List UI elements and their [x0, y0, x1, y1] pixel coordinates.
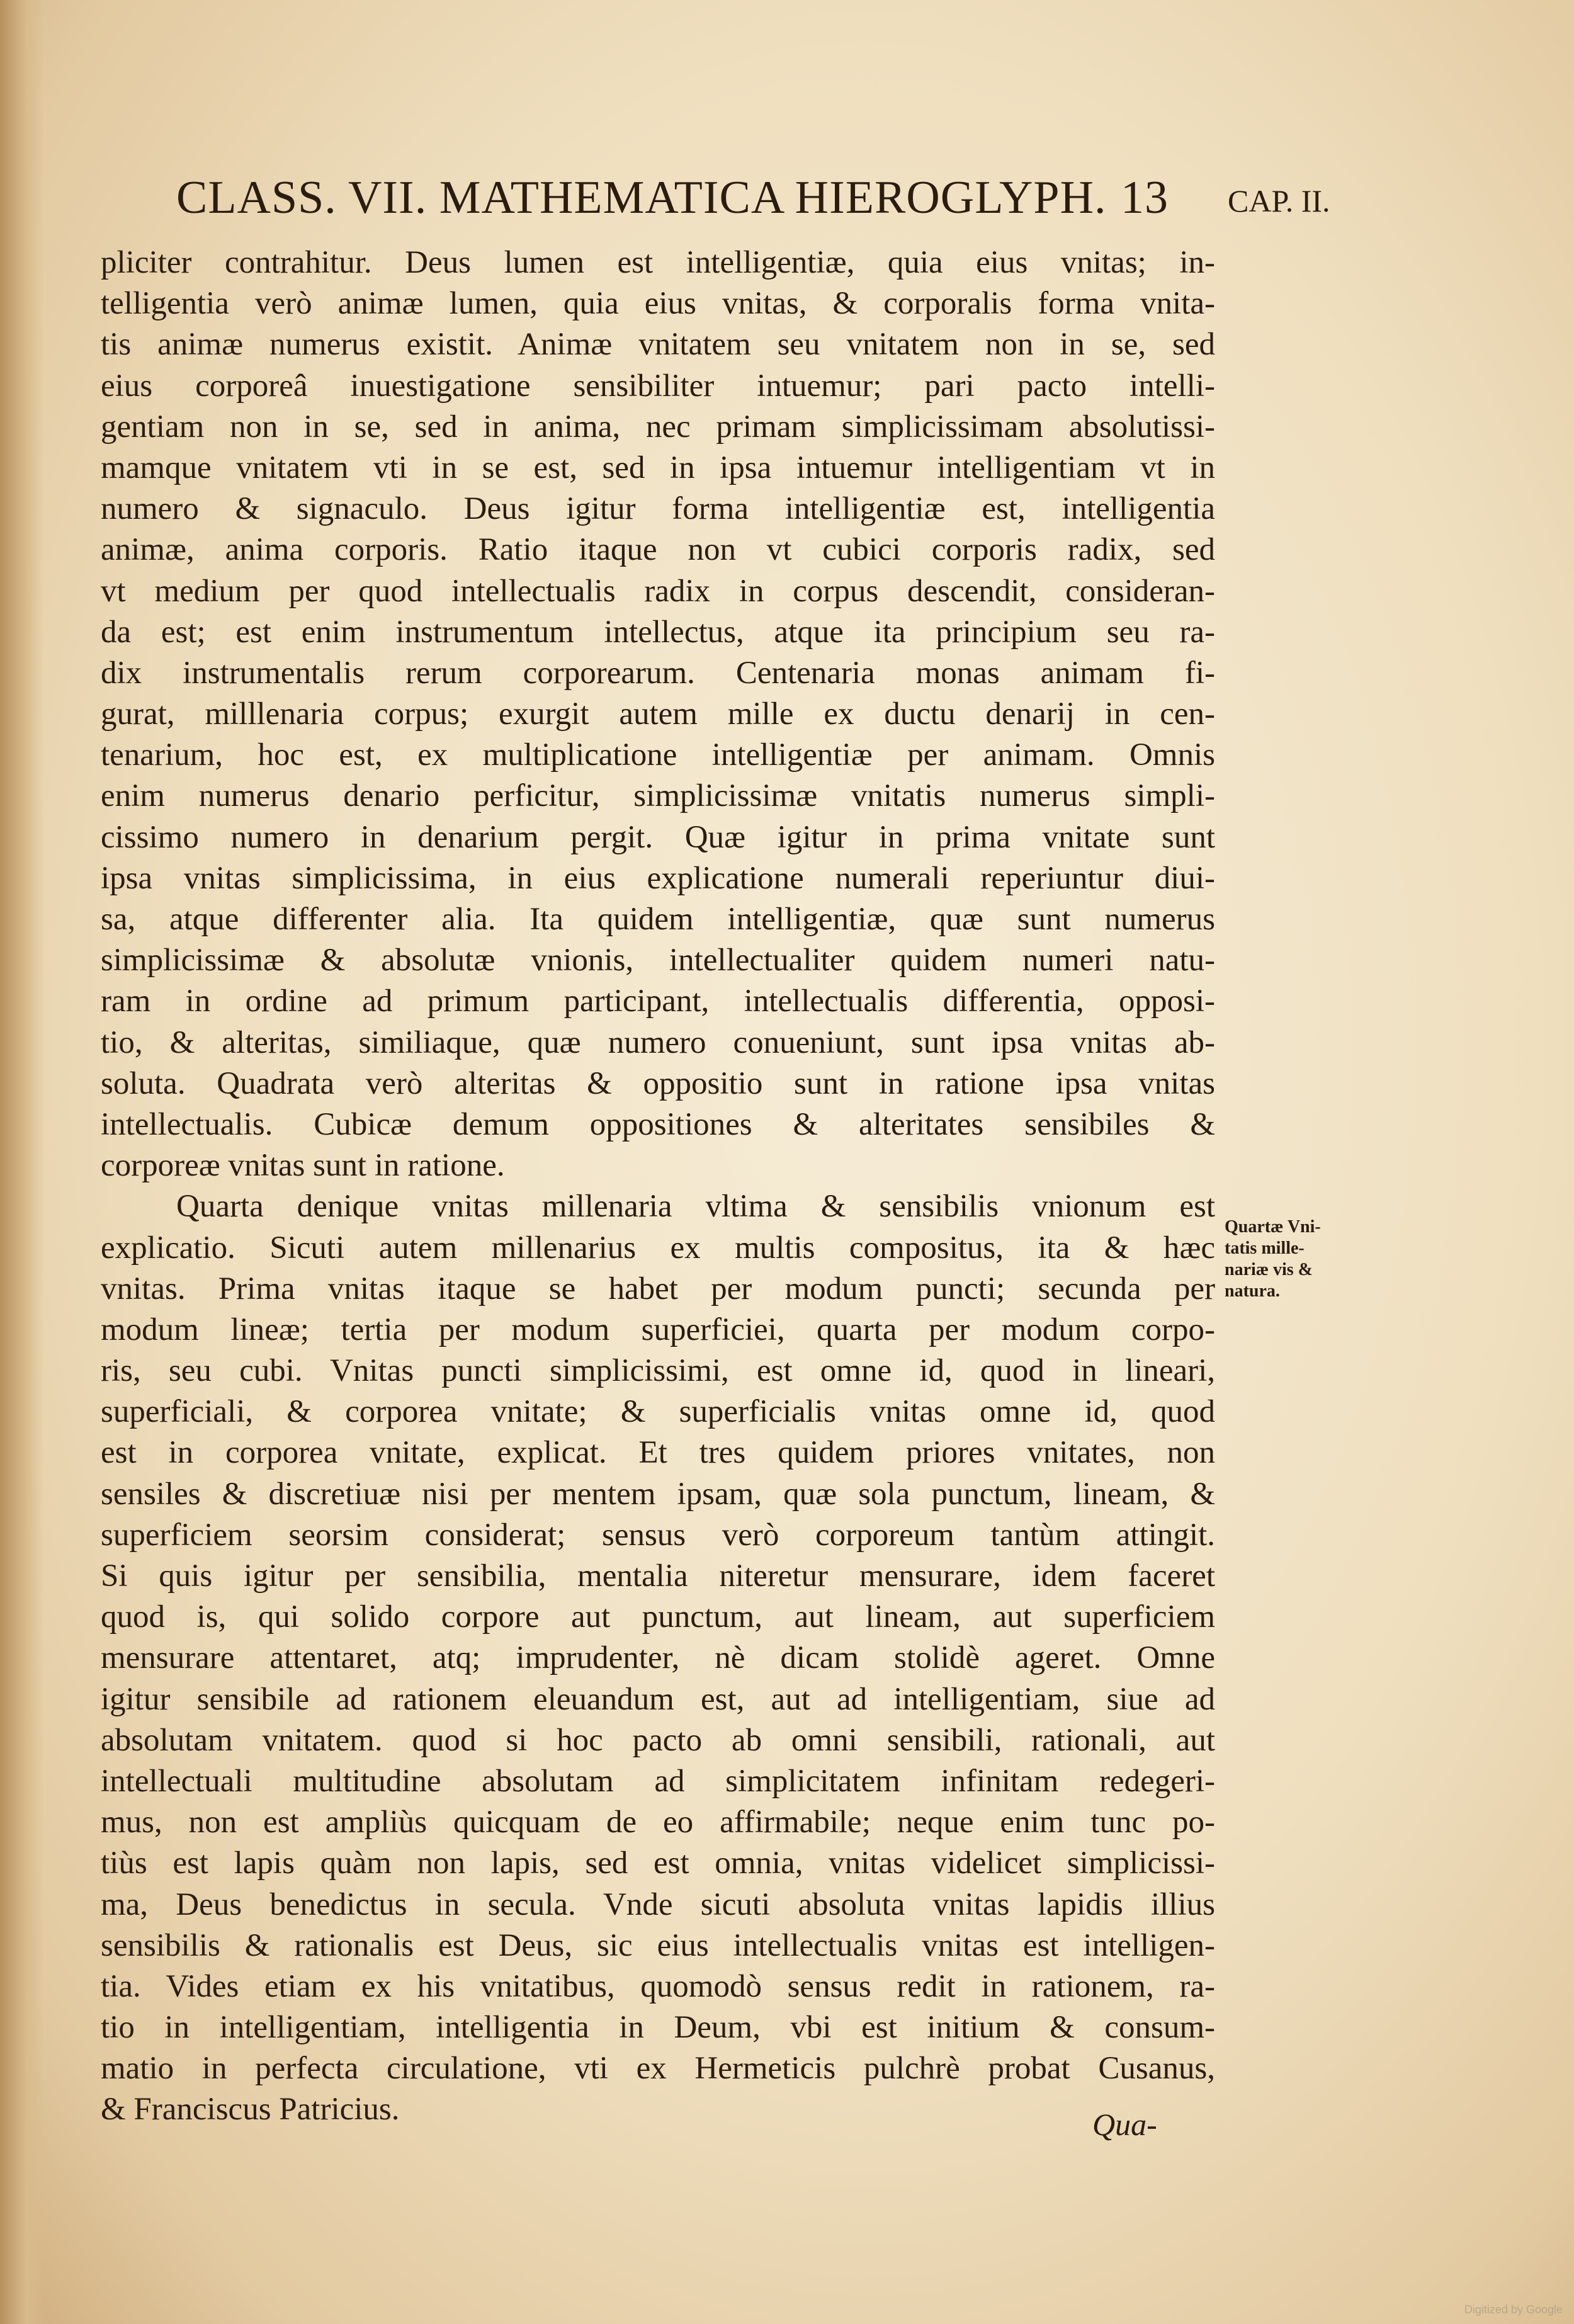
text-line: intellectuali multitudine absolutam ad simplicitatem infinitam redegeri-: [101, 1763, 1215, 1799]
text-line: corporeæ vnitas sunt in ratione.: [101, 1148, 505, 1184]
text-line: absolutam vnitatem. quod si hoc pacto ab omni sensibili, rationali, aut: [101, 1722, 1215, 1758]
text-line: tio, & alteritas, similiaque, quæ numero conueniunt, sunt ipsa vnitas ab-: [101, 1024, 1215, 1060]
text-line: mensurare attentaret, atq; imprudenter, nè dicam stolidè ageret. Omne: [101, 1640, 1215, 1676]
running-title: CLASS. VII. MATHEMATICA HIEROGLYPH.: [176, 172, 1107, 224]
text-line: igitur sensibile ad rationem eleuandum est, aut ad intelligentiam, siue ad: [101, 1681, 1215, 1717]
text-line: Si quis igitur per sensibilia, mentalia niteretur mensurare, idem faceret: [101, 1558, 1215, 1594]
text-line: animæ, anima corporis. Ratio itaque non vt cubici corporis radix, sed: [101, 532, 1215, 568]
text-line: simplicissimæ & absolutæ vnionis, intellectualiter quidem numeri natu-: [101, 943, 1215, 978]
text-line: numero & signaculo. Deus igitur forma intelligentiæ est, intelligentia: [101, 491, 1215, 527]
text-line: sensibilis & rationalis est Deus, sic eius intellectualis vnitas est intelligen-: [101, 1927, 1215, 1963]
text-line: vnitas. Prima vnitas itaque se habet per modum puncti; secunda per: [101, 1271, 1215, 1307]
text-line: explicatio. Sicuti autem millenarius ex multis compositus, ita & hæc: [101, 1230, 1215, 1266]
text-line: Quarta denique vnitas millenaria vltima & sensibilis vnionum est: [176, 1189, 1215, 1225]
text-line: dix instrumentalis rerum corporearum. Centenaria monas animam fi-: [101, 655, 1215, 691]
margin-note-line: tatis mille-: [1225, 1239, 1305, 1258]
margin-note-line: Quartæ Vni-: [1225, 1217, 1321, 1237]
text-line: tia. Vides etiam ex his vnitatibus, quomodò sensus redit in rationem, ra-: [101, 1968, 1215, 2004]
text-line: & Franciscus Patricius.: [101, 2092, 400, 2128]
text-line: da est; est enim instrumentum intellectus, atque ita principium seu ra-: [101, 614, 1215, 650]
digitization-watermark: Digitized by Google: [1464, 2303, 1563, 2316]
text-line: soluta. Quadrata verò alteritas & oppositio sunt in ratione ipsa vnitas: [101, 1065, 1215, 1101]
catchword: Qua-: [1092, 2107, 1157, 2142]
chapter-label: CAP. II.: [1228, 183, 1330, 218]
text-line: mus, non est ampliùs quicquam de eo affirmabile; neque enim tunc po-: [101, 1805, 1215, 1840]
text-line: est in corporea vnitate, explicat. Et tres quidem priores vnitates, non: [101, 1435, 1215, 1471]
page-number: 13: [1121, 172, 1169, 224]
text-line: superficiali, & corporea vnitate; & superficialis vnitas omne id, quod: [101, 1394, 1215, 1430]
text-line: ris, seu cubi. Vnitas puncti simplicissimi, est omne id, quod in lineari,: [101, 1353, 1215, 1389]
text-line: modum lineæ; tertia per modum superficiei, quarta per modum corpo-: [101, 1312, 1215, 1347]
text-line: vt medium per quod intellectualis radix in corpus descendit, consideran-: [101, 573, 1215, 609]
text-line: sensiles & discretiuæ nisi per mentem ipsam, quæ sola punctum, lineam, &: [101, 1476, 1215, 1512]
text-line: quod is, qui solido corpore aut punctum, aut lineam, aut superficiem: [101, 1599, 1215, 1635]
text-line: superficiem seorsim considerat; sensus verò corporeum tantùm attingit.: [101, 1517, 1215, 1553]
text-line: tenarium, hoc est, ex multiplicatione intelligentiæ per animam. Omnis: [101, 737, 1215, 773]
text-line: tis animæ numerus existit. Animæ vnitatem seu vnitatem non in se, sed: [101, 327, 1215, 363]
text-line: tio in intelligentiam, intelligentia in Deum, vbi est initium & consum-: [101, 2010, 1215, 2046]
text-line: enim numerus denario perficitur, simplicissimæ vnitatis numerus simpli-: [101, 778, 1215, 814]
text-line: pliciter contrahitur. Deus lumen est intelligentiæ, quia eius vnitas; in-: [101, 245, 1215, 280]
text-line: matio in perfecta circulatione, vti ex Hermeticis pulchrè probat Cusanus,: [101, 2051, 1215, 2087]
margin-note: [1225, 1216, 1338, 1302]
margin-note-line: nariæ vis &: [1225, 1260, 1313, 1279]
text-line: sa, atque differenter alia. Ita quidem intelligentiæ, quæ sunt numerus: [101, 902, 1215, 937]
text-line: intellectualis. Cubicæ demum oppositiones & alteritates sensibiles &: [101, 1106, 1215, 1142]
text-line: telligentia verò animæ lumen, quia eius vnitas, & corporalis forma vnita-: [101, 286, 1215, 322]
text-line: ram in ordine ad primum participant, intellectualis differentia, opposi-: [101, 983, 1215, 1019]
text-line: eius corporeâ inuestigatione sensibiliter intuemur; pari pacto intelli-: [101, 368, 1215, 404]
page-edge-shadow: [0, 0, 44, 2324]
text-line: gentiam non in se, sed in anima, nec primam simplicissimam absolutissi-: [101, 409, 1215, 445]
text-line: tiùs est lapis quàm non lapis, sed est omnia, vnitas videlicet simplicissi-: [101, 1845, 1215, 1881]
text-line: cissimo numero in denarium pergit. Quæ igitur in prima vnitate sunt: [101, 819, 1215, 855]
text-line: mamque vnitatem vti in se est, sed in ipsa intuemur intelligentiam vt in: [101, 450, 1215, 485]
margin-note-line: natura.: [1225, 1281, 1280, 1301]
text-line: ma, Deus benedictus in secula. Vnde sicuti absoluta vnitas lapidis illius: [101, 1886, 1215, 1922]
text-line: ipsa vnitas simplicissima, in eius explicatione numerali reperiuntur diui-: [101, 860, 1215, 896]
page-header: [176, 171, 1247, 241]
text-line: gurat, milllenaria corpus; exurgit autem mille ex ductu denarij in cen-: [101, 696, 1215, 732]
main-text-block: [101, 242, 1215, 2131]
